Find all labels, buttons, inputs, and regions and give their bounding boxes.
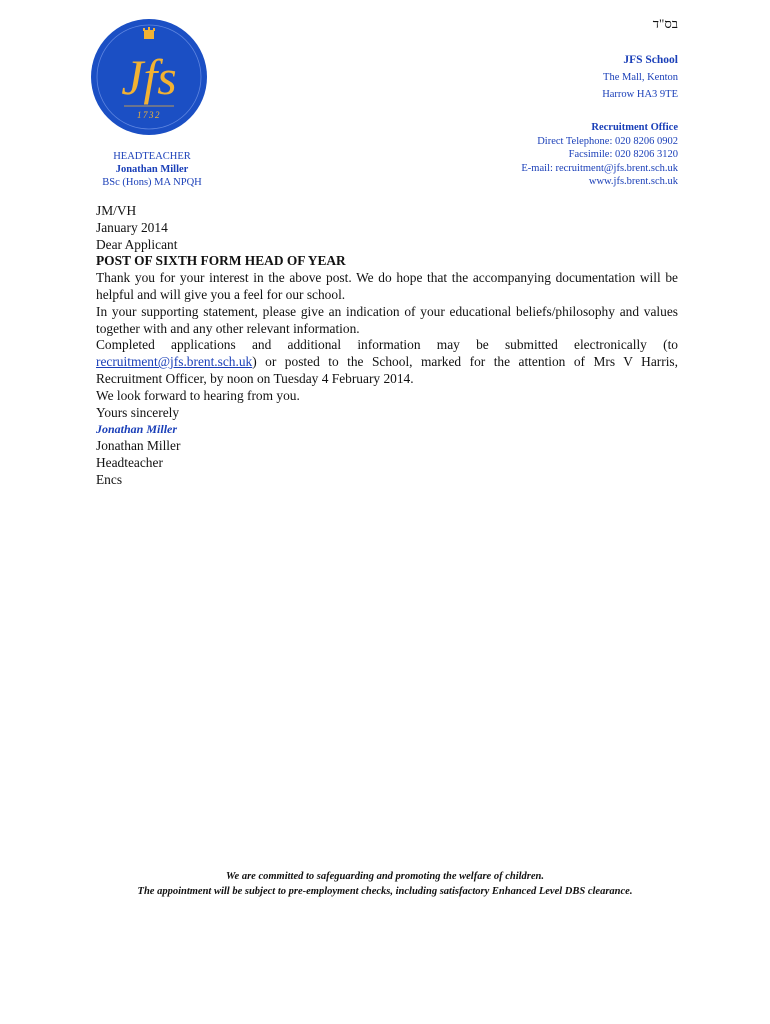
logo-year: 1732 xyxy=(137,110,161,120)
telephone: Direct Telephone: 020 8206 0902 xyxy=(537,135,678,147)
signer-name: Jonathan Miller xyxy=(96,438,181,454)
email-contact: E-mail: recruitment@jfs.brent.sch.uk xyxy=(521,162,678,174)
recruitment-email-link[interactable]: recruitment@jfs.brent.sch.uk xyxy=(96,354,253,370)
signature: Jonathan Miller xyxy=(96,422,178,437)
enclosures: Encs xyxy=(96,471,123,487)
address-line-1: The Mall, Kenton xyxy=(603,72,678,83)
website: www.jfs.brent.sch.uk xyxy=(588,176,678,187)
recruitment-title: Recruitment Office xyxy=(591,122,678,133)
address-line-2: Harrow HA3 9TE xyxy=(602,89,678,100)
headteacher-name: Jonathan Miller xyxy=(115,164,189,175)
footer-line-2: The appointment will be subject to pre-employment checks, including satisfactory Enhanced Level DBS clearance. xyxy=(137,886,633,897)
letter-reference: JM/VH xyxy=(96,203,137,218)
hebrew-mark: בס"ד xyxy=(652,16,678,31)
salutation: Dear Applicant xyxy=(96,236,178,252)
footer-line-1: We are committed to safeguarding and promoting the welfare of children. xyxy=(225,871,544,882)
paragraph-3-end: ) or posted to the School, marked for the attention of Mrs V Harris, Recruitment Officer, by noon on Tuesday 4 February 2014. xyxy=(96,354,678,386)
letter-subject: POST OF SIXTH FORM HEAD OF YEAR xyxy=(96,253,346,269)
letter-date: January 2014 xyxy=(96,219,168,235)
headteacher-block xyxy=(72,150,232,189)
footer xyxy=(0,869,770,899)
paragraph-4: We look forward to hearing from you. xyxy=(96,387,300,403)
paragraph-2: In your supporting statement, please give an indication of your educational beliefs/philosophy and values together with and any other relevant information. xyxy=(96,303,678,336)
facsimile: Facsimile: 020 8206 3120 xyxy=(568,149,678,160)
school-logo xyxy=(90,18,208,136)
letter-body xyxy=(96,203,678,489)
crown-icon xyxy=(143,27,155,39)
paragraph-3-start: Completed applications and additional information may be submitted electronically (to xyxy=(96,337,678,353)
school-address-block xyxy=(602,52,678,103)
headteacher-role: HEADTEACHER xyxy=(113,151,191,162)
school-name: JFS School xyxy=(623,54,678,66)
logo-monogram: Jfs xyxy=(121,49,177,105)
closing: Yours sincerely xyxy=(96,404,180,420)
signer-title: Headteacher xyxy=(96,454,163,470)
paragraph-3 xyxy=(96,337,678,387)
recruitment-office-block xyxy=(521,121,678,189)
headteacher-qualifications: BSc (Hons) MA NPQH xyxy=(102,177,202,188)
paragraph-1: Thank you for your interest in the above post. We do hope that the accompanying documentation will be helpful and will give you a feel for our school. xyxy=(96,270,678,302)
